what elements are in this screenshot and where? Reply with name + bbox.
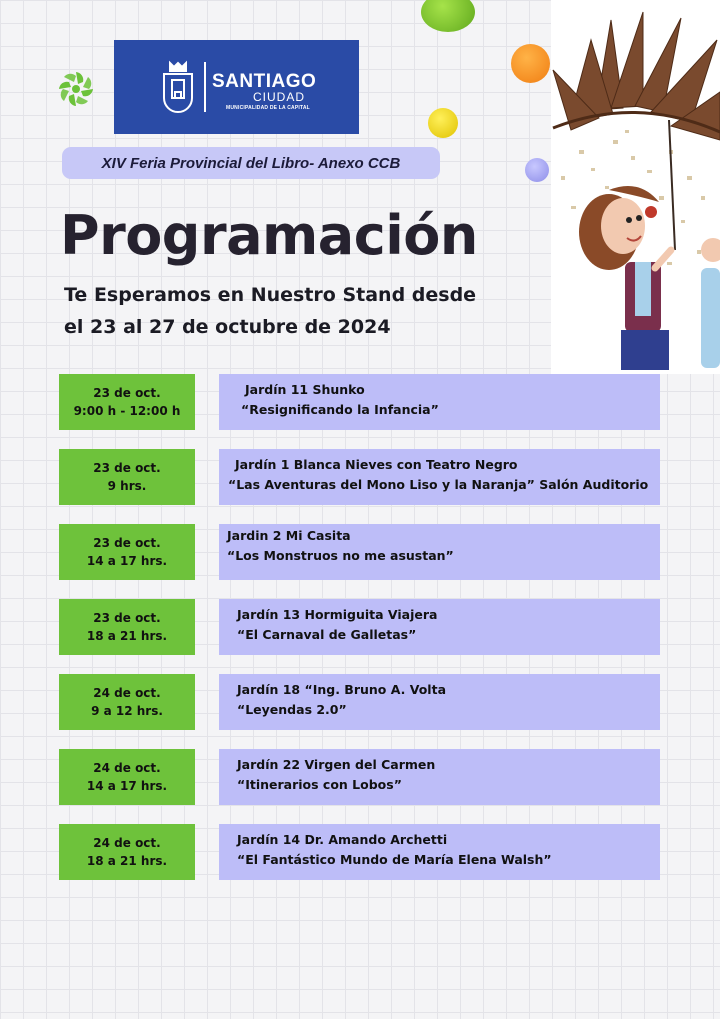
logo-text-ciudad: CIUDAD	[253, 90, 306, 104]
schedule-activity: “Leyendas 2.0”	[237, 702, 347, 717]
swirl-icon	[58, 71, 94, 107]
schedule-row	[0, 674, 720, 732]
logo-text-municipalidad: MUNICIPALIDAD DE LA CAPITAL	[226, 105, 310, 111]
schedule-venue: Jardín 18 “Ing. Bruno A. Volta	[237, 682, 447, 697]
schedule-row	[0, 449, 720, 507]
schedule-info-cell	[219, 824, 660, 880]
subtitle-line-2: el 23 al 27 de octubre de 2024	[64, 316, 391, 338]
schedule-venue: Jardín 1 Blanca Nieves con Teatro Negro	[235, 457, 518, 472]
schedule-info-cell	[219, 524, 660, 580]
schedule-time: 9:00 h - 12:00 h	[73, 404, 181, 418]
logo-divider	[204, 62, 206, 112]
schedule-activity: “El Carnaval de Galletas”	[237, 627, 417, 642]
schedule-date-cell	[59, 449, 195, 505]
logo-text-santiago: SANTIAGO	[212, 71, 317, 92]
schedule-info-cell	[219, 449, 660, 505]
schedule-date: 23 de oct.	[93, 461, 161, 475]
schedule-info-cell	[219, 374, 660, 430]
schedule-date-cell	[59, 749, 195, 805]
schedule-date: 24 de oct.	[93, 686, 161, 700]
decorative-yellow-dot	[428, 108, 458, 138]
schedule-venue: Jardín 22 Virgen del Carmen	[237, 757, 436, 772]
schedule-info-cell	[219, 749, 660, 805]
decorative-green-dot	[421, 0, 475, 32]
decorative-orange-dot	[511, 44, 550, 83]
schedule-info-cell	[219, 674, 660, 730]
schedule-info-cell	[219, 599, 660, 655]
schedule-activity: “Los Monstruos no me asustan”	[227, 548, 454, 563]
crest-icon	[161, 60, 195, 116]
municipality-logo	[114, 40, 359, 134]
schedule-date-cell	[59, 374, 195, 430]
subtitle-line-1: Te Esperamos en Nuestro Stand desde	[64, 284, 477, 306]
event-name-badge: XIV Feria Provincial del Libro- Anexo CCB	[62, 147, 440, 179]
schedule-time: 9 a 12 hrs.	[91, 704, 163, 718]
schedule-activity: “Las Aventuras del Mono Liso y la Naranja” Salón Auditorio	[228, 477, 649, 492]
schedule-time: 18 a 21 hrs.	[86, 854, 168, 868]
schedule-row	[0, 824, 720, 882]
schedule-date-cell	[59, 824, 195, 880]
schedule-activity: “El Fantástico Mundo de María Elena Walsh”	[237, 852, 552, 867]
schedule-date: 24 de oct.	[93, 761, 161, 775]
schedule-date: 23 de oct.	[93, 611, 161, 625]
girl-book-umbrella-illustration	[551, 0, 720, 374]
schedule-row	[0, 599, 720, 657]
schedule-date-cell	[59, 524, 195, 580]
schedule-venue: Jardín 13 Hormiguita Viajera	[237, 607, 438, 622]
schedule-date-cell	[59, 599, 195, 655]
schedule-row	[0, 749, 720, 807]
decorative-purple-dot	[525, 158, 549, 182]
schedule-venue: Jardín 11 Shunko	[245, 382, 365, 397]
schedule-venue: Jardín 14 Dr. Amando Archetti	[237, 832, 448, 847]
schedule-time: 18 a 21 hrs.	[86, 629, 168, 643]
schedule-row	[0, 524, 720, 582]
schedule-time: 9 hrs.	[107, 479, 147, 493]
schedule-time: 14 a 17 hrs.	[86, 779, 168, 793]
schedule-date: 23 de oct.	[93, 386, 161, 400]
schedule-date-cell	[59, 674, 195, 730]
page-title: Programación	[60, 204, 478, 267]
schedule-activity: “Resignificando la Infancia”	[241, 402, 439, 417]
schedule-date: 24 de oct.	[93, 836, 161, 850]
schedule-activity: “Itinerarios con Lobos”	[237, 777, 402, 792]
schedule-date: 23 de oct.	[93, 536, 161, 550]
schedule-venue: Jardin 2 Mi Casita	[227, 528, 351, 543]
schedule-row	[0, 374, 720, 432]
schedule-time: 14 a 17 hrs.	[86, 554, 168, 568]
